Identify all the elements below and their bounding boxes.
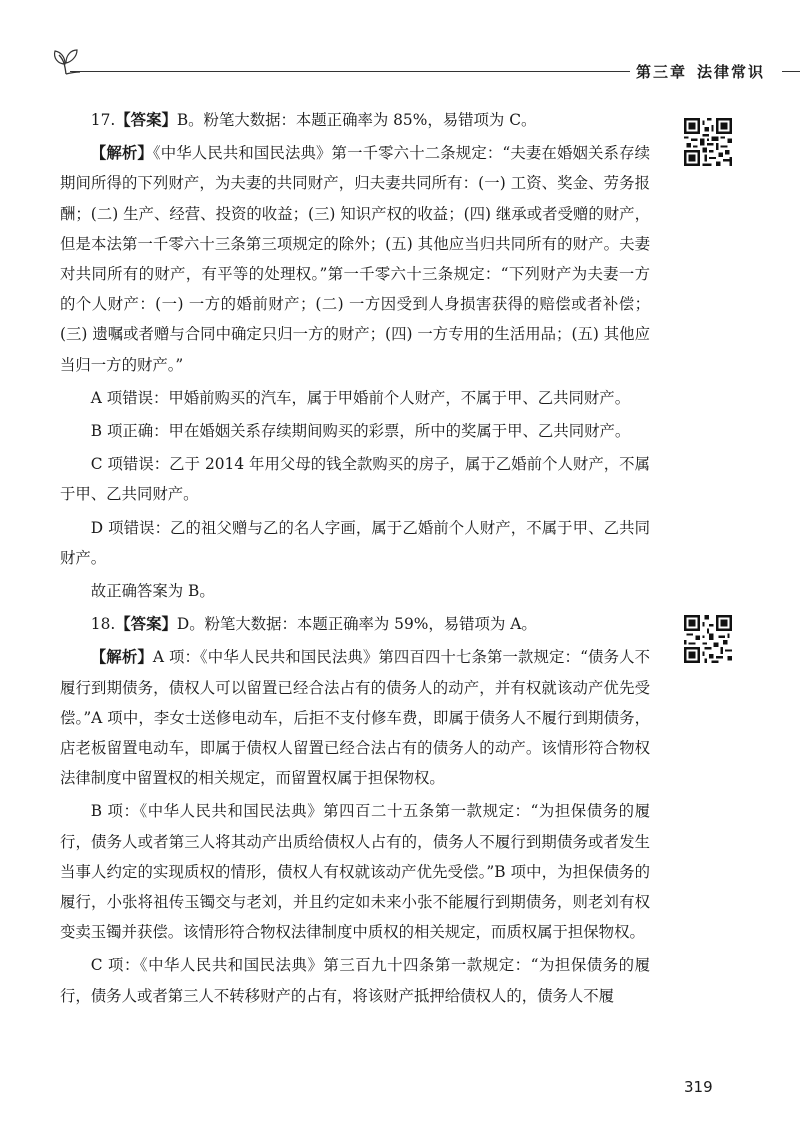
q17-option-d: D 项错误：乙的祖父赠与乙的名人字画，属于乙婚前个人财产，不属于甲、乙共同财产。 [60, 518, 650, 567]
header-rule [70, 71, 630, 72]
chapter-title: 法律常识 [697, 63, 766, 81]
q17-option-a: A 项错误：甲婚前购买的汽车，属于甲婚前个人财产，不属于甲、乙共同财产。 [90, 388, 631, 407]
q17-analysis: 【解析】《中华人民共和国民法典》第一千零六十二条规定：“夫妻在婚姻关系存续期间所得的下列财产，为夫妻的共同财产，归夫妻共同所有：(一) 工资、奖金、劳务报酬；(二) 生产、经营、投资的收益；(三) 知识产权的收益；(四) 继承或者受赠的财产，但是本法第一千零六十三条第三项规定的除外；(五) 其他应当归共同所有的财产。夫妻对共同所有的财产，有平等的处理权。”第一千零六十三条规定：“下列财产为夫妻一方的个人财产：(一) 一方的婚前财产；(二) 一方因受到人身损害获得的赔偿或者补偿；(三) 遗嘱或者赠与合同中确定只归一方的财产；(四) 一方专用的生活用品；(五) 其他应当归一方的财产。” [60, 144, 650, 374]
chapter-number: 第三章 [636, 63, 688, 81]
q17-answer: 17.【答案】B。粉笔大数据：本题正确率为 85%，易错项为 C。 [90, 111, 537, 129]
q17-conclusion: 故正确答案为 B。 [90, 582, 215, 601]
qr-code-icon [684, 615, 732, 663]
page-number: 319 [684, 1078, 713, 1096]
q18-analysis-c: C 项：《中华人民共和国民法典》第三百九十四条第一款规定：“为担保债务的履行，债务人或者第三人不转移财产的占有，将该财产抵押给债权人的，债务人不履 [60, 956, 650, 1005]
q18-answer: 18.【答案】D。粉笔大数据：本题正确率为 59%，易错项为 A。 [90, 615, 537, 634]
page-content [60, 105, 650, 1011]
q18-analysis-b: B 项：《中华人民共和国民法典》第四百二十五条第一款规定：“为担保债务的履行，债务人或者第三人将其动产出质给债权人占有的，债务人不履行到期债务或者发生当事人约定的实现质权的情形，债权人有权就该动产优先受偿。”B 项中，为担保债务的履行，小张将祖传玉镯交与老刘，并且约定如未来小张不能履行到期债务，则老刘有权变卖玉镯并获偿。该情形符合物权法律制度中质权的相关规定，而质权属于担保物权。 [60, 802, 650, 942]
header-rule-right [782, 71, 800, 72]
chapter-heading [636, 61, 775, 82]
q17-option-b: B 项正确：甲在婚姻关系存续期间购买的彩票，所中的奖属于甲、乙共同财产。 [90, 422, 631, 441]
q18-analysis-a: 【解析】A 项：《中华人民共和国民法典》第四百四十七条第一款规定：“债务人不履行到期债务，债权人可以留置已经合法占有的债务人的动产，并有权就该动产优先受偿。”A 项中，李女士送修电动车，后拒不支付修车费，即属于债务人不履行到期债务，店老板留置电动车，即属于债权人留置已经合法占有的债务人的动产。该情形符合物权法律制度中留置权的相关规定，而留置权属于担保物权。 [60, 648, 650, 788]
q17-option-c: C 项错误：乙于 2014 年用父母的钱全款购买的房子，属于乙婚前个人财产，不属于甲、乙共同财产。 [60, 455, 650, 504]
page-header [40, 40, 766, 81]
qr-code-icon [684, 118, 732, 166]
